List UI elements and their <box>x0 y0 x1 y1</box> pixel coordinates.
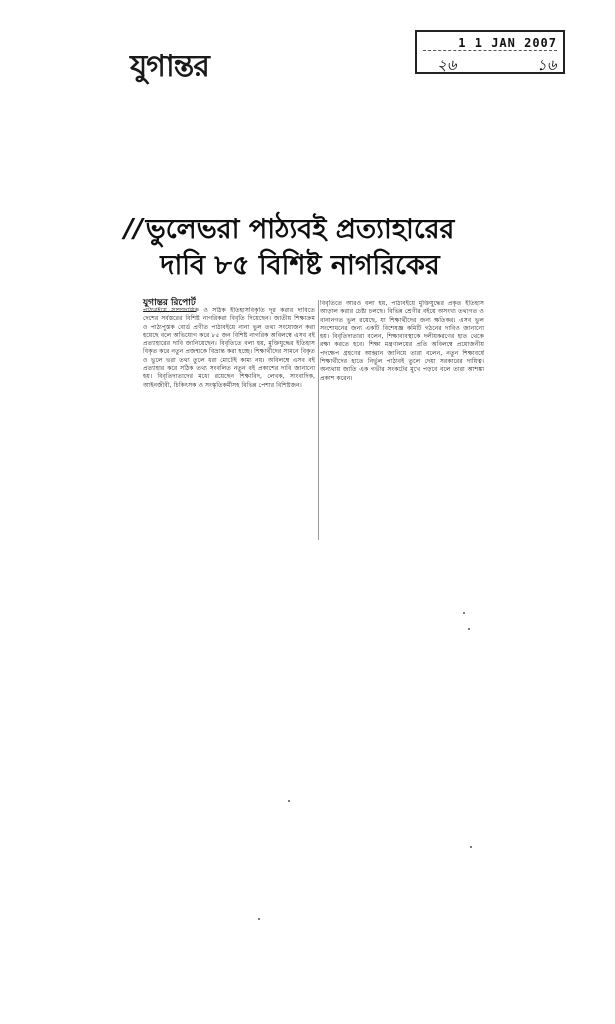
stamp-code-a: ২৬ <box>437 56 457 74</box>
headline-line-1: ভুলেভরা পাঠ্যবই প্রত্যাহারের <box>145 214 455 245</box>
archive-stamp <box>415 30 565 74</box>
stamp-date: 1 1 JAN 2007 <box>458 36 557 50</box>
scan-speck <box>288 800 290 802</box>
article-byline: যুগান্তর রিপোর্ট <box>143 295 196 312</box>
headline-slash-mark: // <box>124 214 143 244</box>
headline-line-2: দাবি ৮৫ বিশিষ্ট নাগরিকের <box>160 250 440 281</box>
scan-speck <box>470 846 472 848</box>
scan-speck <box>258 918 260 920</box>
stamp-date-row <box>423 36 557 51</box>
scan-speck <box>468 628 470 630</box>
stamp-code-b: ১৬ <box>537 56 557 74</box>
article-body-left-column: পাঠ্যবইয়ে সাম্প্রদায়িক ও সঠিক ইতিহাসবিকৃতি দূর করার দাবিতে দেশের সর্বস্তরের বিশিষ্ট নাগরিকরা বিবৃতি দিয়েছেন। জাতীয় শিক্ষাক্রম ও পাঠ্যপুস্তক বোর্ড প্রণীত পাঠ্যবইয়ে নানা ভুল তথ্য সংযোজন করা হয়েছে বলে অভিযোগ করে ৮৫ জন বিশিষ্ট নাগরিক অবিলম্বে এসব বই প্রত্যাহারের দাবি জানিয়েছেন। বিবৃতিতে বলা হয়, মুক্তিযুদ্ধের ইতিহাস বিকৃত করে নতুন প্রজন্মকে বিভ্রান্ত করা হচ্ছে। শিক্ষার্থীদের সামনে বিকৃত ও ভুলে ভরা তথ্য তুলে ধরা মোটেই কাম্য নয়। অবিলম্বে এসব বই প্রত্যাহার করে সঠিক তথ্য সংবলিত নতুন বই প্রকাশের দাবি জানানো হয়। বিবৃতিদাতাদের মধ্যে রয়েছেন শিক্ষাবিদ, লেখক, সাংবাদিক, আইনজীবী, চিকিৎসক ও সংস্কৃতিকর্মীসহ বিভিন্ন পেশার বিশিষ্টজন। <box>143 307 315 389</box>
stamp-code-row <box>437 54 557 79</box>
article-headline <box>120 212 480 284</box>
scan-speck <box>463 612 465 614</box>
newspaper-masthead: যুগান্তর <box>130 49 209 84</box>
article-body-right-column: বিবৃতিতে আরও বলা হয়, পাঠ্যবইয়ে মুক্তিযুদ্ধের প্রকৃত ইতিহাস আড়াল করার চেষ্টা চলছে। বিভিন্ন শ্রেণীর বইয়ে অসংখ্য তথ্যগত ও বানানগত ভুল রয়েছে, যা শিক্ষার্থীদের জন্য ক্ষতিকর। এসব ভুল সংশোধনের জন্য একটি বিশেষজ্ঞ কমিটি গঠনের দাবিও জানানো হয়। বিবৃতিদাতারা বলেন, শিক্ষাব্যবস্থাকে দলীয়করণের হাত থেকে রক্ষা করতে হবে। শিক্ষা মন্ত্রণালয়ের প্রতি অবিলম্বে প্রয়োজনীয় পদক্ষেপ গ্রহণের আহ্বান জানিয়ে তারা বলেন, নতুন শিক্ষাবর্ষে শিক্ষার্থীদের হাতে নির্ভুল পাঠ্যবই তুলে দেয়া সরকারের দায়িত্ব। অন্যথায় জাতি এক গভীর সংকটের মুখে পড়বে বলে তারা আশঙ্কা প্রকাশ করেন। <box>320 300 484 382</box>
column-divider <box>318 300 319 540</box>
